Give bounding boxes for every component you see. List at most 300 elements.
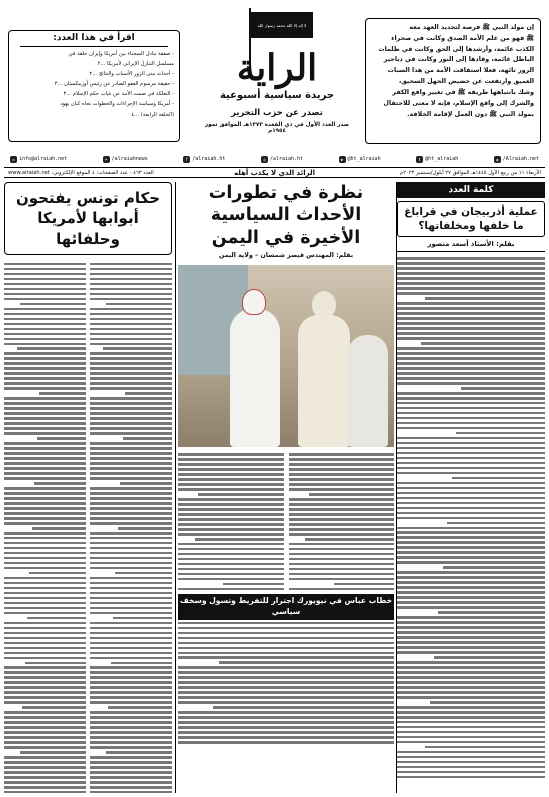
text-line <box>123 437 172 440</box>
social-bar <box>4 152 545 166</box>
text-line <box>17 347 86 350</box>
text-line <box>115 572 172 575</box>
text-line <box>4 567 86 570</box>
text-line <box>397 292 545 295</box>
text-line <box>32 527 86 530</box>
text-line <box>289 463 395 466</box>
text-line <box>397 761 545 764</box>
text-line <box>4 497 86 500</box>
text-line <box>178 741 394 744</box>
text-line <box>397 517 545 520</box>
text-line <box>289 523 395 526</box>
text-line <box>397 362 545 365</box>
text-line <box>178 473 284 476</box>
text-line <box>4 542 86 545</box>
text-line <box>90 298 172 301</box>
text-line <box>289 498 395 501</box>
text-line <box>4 696 86 699</box>
quote-line: ﷺ فهو من علم الأمة الصدق وكانت في صحراء <box>391 34 534 42</box>
text-line <box>397 776 545 779</box>
text-line <box>4 587 86 590</box>
text-line <box>397 546 545 549</box>
text-line <box>4 622 86 625</box>
main-article-author: بقلم: المهندس قيصر شمسان – ولاية اليمن <box>218 252 354 260</box>
contents-item[interactable]: (الحلقة الرابعة) ...٤ <box>131 111 174 118</box>
text-column <box>4 261 86 793</box>
text-line <box>397 591 545 594</box>
text-line <box>178 696 394 699</box>
text-line <box>90 647 172 650</box>
text-line <box>90 318 172 321</box>
text-line <box>397 681 545 684</box>
text-line <box>397 596 545 599</box>
social-handle: /Alraiah.net <box>502 156 539 162</box>
text-line <box>90 642 172 645</box>
quote-line: والشرك إلى واقع الإسلام، فإنه لا معنى للاحتفال <box>383 99 534 107</box>
text-line <box>178 483 284 486</box>
text-line <box>4 432 86 435</box>
text-line <box>4 447 86 450</box>
main-article-title[interactable]: نظرة في تطورات الأحداث السياسية الأخيرة في اليمن <box>208 183 364 248</box>
tunisia-article <box>4 182 172 793</box>
text-line <box>90 691 172 694</box>
text-line <box>397 671 545 674</box>
text-line <box>4 761 86 764</box>
text-line <box>289 453 395 456</box>
text-line <box>90 313 172 316</box>
text-line <box>397 601 545 604</box>
text-line <box>4 288 86 291</box>
text-line <box>90 627 172 630</box>
text-line <box>90 323 172 326</box>
text-line <box>289 458 395 461</box>
photo-person-head <box>242 289 266 315</box>
text-line <box>397 641 545 644</box>
contents-item[interactable]: - أمريكا وسياسة الإجراءات والخطوات تجاه كيان يهود <box>60 101 174 108</box>
text-line <box>397 626 545 629</box>
text-line <box>4 522 86 525</box>
main-article-body <box>178 451 394 590</box>
text-line <box>4 318 86 321</box>
text-line <box>90 457 172 460</box>
text-line <box>4 766 86 769</box>
text-line <box>289 588 395 591</box>
social-item[interactable] <box>494 156 539 163</box>
text-line <box>4 313 86 316</box>
bottom-article <box>178 594 394 743</box>
social-handle: /alraiah.ht <box>192 156 226 162</box>
text-line <box>4 557 86 560</box>
text-line <box>90 547 172 550</box>
text-line <box>4 562 86 565</box>
text-line <box>178 691 394 694</box>
text-line <box>90 338 172 341</box>
text-line <box>90 502 172 505</box>
contents-item[interactable]: - صفقة تبادل السجناء بين أمريكا وإيران حلقة في <box>68 50 174 57</box>
issue-site: العدد ٤٦٣ - عدد الصفحات: ٤ الموقع الإلكتروني: www.alraiah.net <box>7 169 154 176</box>
text-line <box>4 647 86 650</box>
text-line <box>4 323 86 326</box>
text-line <box>90 442 172 445</box>
text-line <box>4 352 86 355</box>
text-line <box>397 482 545 485</box>
first-issue-line: صدر العدد الأول في ذي القعدة ١٣٧٣هـ الموافق تموز ١٩٥٤م <box>204 122 350 134</box>
text-line <box>289 478 395 481</box>
telegram-icon: ➤ <box>103 156 110 163</box>
text-line <box>178 632 394 635</box>
text-line <box>90 731 172 734</box>
text-line <box>289 518 395 521</box>
contents-item[interactable]: - أحداث منى الزور الأسباب والنتائج ...٢ <box>89 70 174 77</box>
text-line <box>4 382 86 385</box>
text-line <box>397 462 545 465</box>
text-line <box>90 582 172 585</box>
text-line <box>397 661 545 664</box>
contents-item[interactable]: - التعلكة في صمت الأمة عن غياب حكم الإسلام ...٣ <box>63 91 174 98</box>
text-line <box>90 537 172 540</box>
text-line <box>4 577 86 580</box>
text-line <box>178 666 394 669</box>
text-line <box>289 468 395 471</box>
text-line <box>90 721 172 724</box>
text-line <box>90 786 172 789</box>
text-line <box>90 452 172 455</box>
text-line <box>4 472 86 475</box>
text-line <box>178 468 284 471</box>
text-line <box>4 387 86 390</box>
text-line <box>178 553 284 556</box>
text-line <box>219 661 394 664</box>
text-line <box>90 293 172 296</box>
text-line <box>90 676 172 679</box>
text-line <box>397 741 545 744</box>
text-line <box>90 587 172 590</box>
text-line <box>111 662 173 665</box>
text-line <box>90 761 172 764</box>
text-line <box>430 701 545 704</box>
text-line <box>178 548 284 551</box>
text-column <box>178 451 284 590</box>
text-line <box>4 367 86 370</box>
text-line <box>289 558 395 561</box>
text-line <box>90 407 172 410</box>
bottom-article-title[interactable]: خطاب عباس في نيويورك اجترار للتفريط وتسول وسخف سياسي <box>178 594 394 619</box>
text-line <box>397 272 545 275</box>
text-line <box>289 533 395 536</box>
text-line <box>118 527 172 530</box>
text-line <box>4 791 86 793</box>
text-line <box>178 736 394 739</box>
text-line <box>397 541 545 544</box>
text-line <box>90 417 172 420</box>
text-line <box>90 622 172 625</box>
text-line <box>397 561 545 564</box>
text-line <box>4 736 86 739</box>
facebook-icon: f <box>183 156 190 163</box>
text-line <box>4 467 86 470</box>
text-line <box>4 372 86 375</box>
text-column <box>90 261 172 793</box>
quote-line: بمولد النبي ﷺ دون العمل لإقامة الخلافة. <box>407 110 534 118</box>
text-line <box>4 776 86 779</box>
globe-icon: ◍ <box>494 156 501 163</box>
text-column <box>289 451 395 590</box>
text-line <box>178 671 394 674</box>
text-line <box>289 548 395 551</box>
text-line <box>4 686 86 689</box>
text-line <box>397 412 545 415</box>
text-line <box>90 602 172 605</box>
column-divider <box>396 182 397 793</box>
play-icon: ▶ <box>339 156 346 163</box>
text-line <box>178 463 284 466</box>
text-line <box>4 308 86 311</box>
text-line <box>4 487 86 490</box>
text-line <box>90 372 172 375</box>
photo-person <box>230 309 280 447</box>
contents-item[interactable]: - حقيقة مرسوم العفو الصادر عن رئيس أوزبيكستان ...٣ <box>54 81 174 88</box>
text-line <box>90 512 172 515</box>
text-line <box>4 602 86 605</box>
text-line <box>4 397 86 400</box>
text-line <box>289 568 395 571</box>
text-line <box>4 671 86 674</box>
text-line <box>4 427 86 430</box>
text-line <box>90 791 172 793</box>
text-line <box>90 532 172 535</box>
text-line <box>397 771 545 774</box>
text-line <box>25 662 87 665</box>
text-line <box>178 568 284 571</box>
text-line <box>37 437 86 440</box>
text-line <box>397 437 545 440</box>
text-line <box>397 721 545 724</box>
text-line <box>397 392 545 395</box>
text-line <box>90 517 172 520</box>
text-line <box>4 402 86 405</box>
tunisia-article-title[interactable]: حكام تونس يفتحون أبوابها لأمريكا وحلفائها <box>4 182 172 255</box>
text-line <box>397 267 545 270</box>
text-line <box>289 483 395 486</box>
text-line <box>4 278 86 281</box>
text-line <box>90 726 172 729</box>
text-line <box>397 581 545 584</box>
text-line <box>397 636 545 639</box>
text-line <box>90 278 172 281</box>
photo-person-head <box>312 291 336 319</box>
text-line <box>4 726 86 729</box>
text-line <box>397 492 545 495</box>
text-line <box>178 578 284 581</box>
quote-line: وشك بانتباهها طريقه ﷺ في تغيير واقع الكفر <box>392 88 534 96</box>
text-line <box>397 621 545 624</box>
text-line <box>90 427 172 430</box>
text-line <box>334 583 394 586</box>
text-line <box>20 751 86 754</box>
logo-subtitle: جريدة سياسية أسبوعية <box>219 90 335 101</box>
text-line <box>397 531 545 534</box>
text-line <box>397 307 545 310</box>
text-line <box>4 721 86 724</box>
text-line <box>90 273 172 276</box>
publisher-line: تصدر عن حزب التحرير <box>231 107 323 117</box>
text-line <box>4 607 86 610</box>
text-line <box>397 646 545 649</box>
text-line <box>397 282 545 285</box>
text-line <box>397 312 545 315</box>
text-line <box>195 538 284 541</box>
text-line <box>90 736 172 739</box>
tunisia-article-body <box>4 261 172 793</box>
text-line <box>397 457 545 460</box>
text-line <box>397 507 545 510</box>
social-item[interactable] <box>183 156 225 163</box>
text-line <box>397 422 545 425</box>
social-item[interactable] <box>10 156 67 163</box>
text-line <box>90 497 172 500</box>
text-line <box>289 578 395 581</box>
text-line <box>4 362 86 365</box>
text-line <box>90 462 172 465</box>
editorial-column <box>397 182 545 793</box>
text-line <box>90 343 172 346</box>
text-line <box>4 293 86 296</box>
text-line <box>397 357 545 360</box>
text-line <box>4 756 86 759</box>
text-line <box>29 572 86 575</box>
masthead <box>4 4 545 152</box>
text-line <box>434 656 545 659</box>
text-line <box>178 523 284 526</box>
text-line <box>397 407 545 410</box>
text-line <box>397 452 545 455</box>
text-line <box>90 412 172 415</box>
text-line <box>90 657 172 660</box>
text-line <box>425 746 545 749</box>
text-line <box>198 493 283 496</box>
text-line <box>4 681 86 684</box>
text-line <box>397 726 545 729</box>
text-line <box>178 453 284 456</box>
text-line <box>4 657 86 660</box>
social-item[interactable] <box>261 156 303 163</box>
text-line <box>443 566 545 569</box>
text-line <box>397 731 545 734</box>
text-line <box>178 622 394 625</box>
text-line <box>178 503 284 506</box>
text-line <box>397 606 545 609</box>
text-line <box>34 482 86 485</box>
text-line <box>178 488 284 491</box>
text-line <box>397 551 545 554</box>
text-line <box>90 288 172 291</box>
social-item[interactable] <box>339 156 381 163</box>
text-line <box>4 417 86 420</box>
text-line <box>397 711 545 714</box>
text-line <box>90 577 172 580</box>
text-line <box>4 283 86 286</box>
text-line <box>90 766 172 769</box>
text-line <box>178 518 284 521</box>
text-line <box>397 586 545 589</box>
text-line <box>4 502 86 505</box>
text-line <box>397 576 545 579</box>
text-line <box>397 497 545 500</box>
text-line <box>4 746 86 749</box>
text-line <box>4 597 86 600</box>
text-line <box>90 268 172 271</box>
text-line <box>397 467 545 470</box>
text-line <box>178 533 284 536</box>
text-line <box>4 492 86 495</box>
text-line <box>397 676 545 679</box>
text-line <box>178 563 284 566</box>
social-item[interactable] <box>103 156 148 163</box>
text-line <box>4 547 86 550</box>
contents-title: اقرأ في هذا العدد: <box>20 33 168 47</box>
text-line <box>90 492 172 495</box>
text-line <box>90 357 172 360</box>
editorial-title[interactable]: عملية أذربيجان في قراباغ ما خلفها ومخلفاتها؟ <box>397 201 545 237</box>
text-line <box>4 407 86 410</box>
text-line <box>4 338 86 341</box>
social-item[interactable] <box>416 156 458 163</box>
text-line <box>90 472 172 475</box>
text-line <box>4 771 86 774</box>
text-line <box>90 771 172 774</box>
editorial-author: بقلم: الأستاذ أسعد منصور <box>397 240 545 252</box>
text-line <box>4 412 86 415</box>
text-line <box>397 487 545 490</box>
text-line <box>397 442 545 445</box>
text-line <box>90 367 172 370</box>
text-line <box>289 508 395 511</box>
text-line <box>4 328 86 331</box>
text-line <box>397 716 545 719</box>
text-line <box>178 642 394 645</box>
mail-icon: ✉ <box>10 156 17 163</box>
text-line <box>397 472 545 475</box>
text-line <box>4 377 86 380</box>
editorial-body <box>397 255 545 778</box>
text-line <box>397 736 545 739</box>
text-line <box>289 563 395 566</box>
text-line <box>90 637 172 640</box>
contents-box <box>8 30 180 142</box>
text-line <box>4 517 86 520</box>
text-line <box>452 477 545 480</box>
text-line <box>178 637 394 640</box>
text-line <box>4 333 86 336</box>
text-line <box>39 392 86 395</box>
text-line <box>397 706 545 709</box>
text-line <box>106 303 172 306</box>
text-line <box>90 308 172 311</box>
photo-person <box>298 315 350 447</box>
text-line <box>223 583 283 586</box>
text-line <box>397 447 545 450</box>
text-line <box>397 377 545 380</box>
text-line <box>20 303 86 306</box>
text-line <box>178 686 394 689</box>
text-line <box>4 422 86 425</box>
text-line <box>90 382 172 385</box>
text-line <box>289 543 395 546</box>
text-line <box>178 711 394 714</box>
contents-item[interactable]: مسلسل التنازل الإيراني لأمريكا ...٢ <box>97 60 174 67</box>
text-line <box>90 562 172 565</box>
text-line <box>90 333 172 336</box>
